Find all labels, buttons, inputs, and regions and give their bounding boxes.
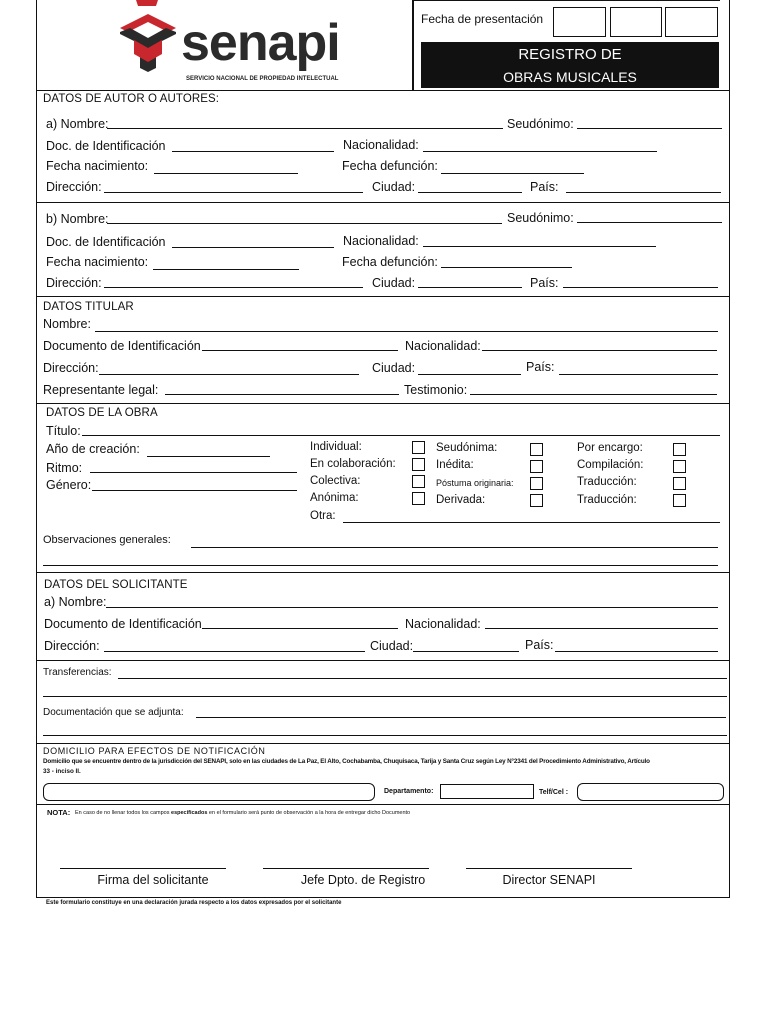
compilacion-label: Compilación: — [577, 459, 644, 471]
autor-b-nacionalidad-field[interactable] — [423, 246, 656, 247]
titular-nacionalidad-field[interactable] — [482, 350, 717, 351]
obra-ritmo-field[interactable] — [90, 472, 297, 473]
titular-doc-field[interactable] — [202, 350, 398, 351]
date-day-box[interactable] — [553, 7, 606, 37]
solicitante-doc-label: Documento de Identificación — [44, 617, 202, 631]
titular-nombre-label: Nombre: — [43, 317, 91, 331]
autor-a-pais-field[interactable] — [566, 192, 721, 193]
autor-b-fecha-def-field[interactable] — [441, 267, 572, 268]
autor-b-doc-field[interactable] — [172, 247, 334, 248]
titular-representante-field[interactable] — [165, 394, 399, 395]
autores-heading: DATOS DE AUTOR O AUTORES: — [43, 93, 220, 105]
autor-b-direccion-field[interactable] — [104, 287, 363, 288]
nota-text-b: especificados — [171, 810, 208, 816]
solicitante-nombre-field[interactable] — [106, 607, 718, 608]
compilacion-checkbox[interactable] — [673, 460, 686, 473]
autor-b-doc-label: Doc. de Identificación — [46, 235, 166, 249]
individual-label: Individual: — [310, 441, 362, 453]
autor-b-direccion-label: Dirección: — [46, 276, 102, 290]
autor-b-nombre-label: b) Nombre: — [46, 212, 109, 226]
anonima-label: Anónima: — [310, 492, 359, 504]
inedita-checkbox[interactable] — [530, 460, 543, 473]
domicilio-text-2: 33 - inciso II. — [43, 768, 81, 775]
title-line1: REGISTRO DE — [518, 46, 622, 63]
divider — [36, 296, 730, 297]
autor-b-ciudad-label: Ciudad: — [372, 276, 416, 290]
titular-doc-label: Documento de Identificación — [43, 339, 201, 353]
colaboracion-checkbox[interactable] — [412, 458, 425, 471]
divider — [36, 743, 730, 744]
autor-a-pais-label: País: — [530, 180, 559, 194]
nota-text-c: en el formulario será punto de observación a la hora de entregar dicho Documento — [207, 810, 411, 816]
inedita-label: Inédita: — [436, 459, 474, 471]
postuma-label: Póstuma originaria: — [436, 478, 514, 488]
firma-director-label: Director SENAPI — [502, 873, 596, 887]
anonima-checkbox[interactable] — [412, 492, 425, 505]
logo-wordmark: senapi — [181, 14, 340, 72]
autor-a-doc-label: Doc. de Identificación — [46, 139, 166, 153]
autor-a-fecha-def-field[interactable] — [441, 173, 584, 174]
title-line2: OBRAS MUSICALES — [503, 69, 637, 85]
solicitante-heading: DATOS DEL SOLICITANTE — [44, 579, 188, 591]
divider — [36, 572, 730, 573]
transferencias-label: Transferencias: — [43, 667, 112, 678]
date-month-box[interactable] — [610, 7, 662, 37]
titular-direccion-label: Dirección: — [43, 361, 99, 375]
header-divider — [412, 0, 414, 90]
solicitante-ciudad-field[interactable] — [413, 651, 519, 652]
por-encargo-label: Por encargo: — [577, 442, 643, 454]
obra-anio-label: Año de creación: — [46, 442, 140, 456]
colectiva-checkbox[interactable] — [412, 475, 425, 488]
divider — [36, 804, 730, 805]
obra-titulo-label: Título: — [46, 424, 81, 438]
titular-nacionalidad-label: Nacionalidad: — [405, 339, 481, 353]
domicilio-heading: DOMICILIO PARA EFECTOS DE NOTIFICACIÓN — [43, 746, 266, 756]
firma-solicitante-line[interactable] — [60, 868, 226, 869]
solicitante-nacionalidad-field[interactable] — [485, 628, 718, 629]
autor-a-nombre-field[interactable] — [107, 128, 503, 129]
departamento-input[interactable] — [440, 784, 534, 799]
derivada-checkbox[interactable] — [530, 494, 543, 507]
traduccion-2-label: Traducción: — [577, 494, 637, 506]
solicitante-pais-label: País: — [525, 638, 554, 652]
seudonima-label: Seudónima: — [436, 442, 498, 454]
documentacion-field-2[interactable] — [43, 735, 727, 736]
firma-director-line[interactable] — [466, 868, 632, 869]
obra-heading: DATOS DE LA OBRA — [46, 407, 158, 419]
autor-a-doc-field[interactable] — [172, 151, 334, 152]
autor-b-ciudad-field[interactable] — [418, 287, 522, 288]
divider — [36, 403, 730, 404]
titular-pais-field[interactable] — [559, 374, 718, 375]
solicitante-nombre-label: a) Nombre: — [44, 595, 107, 609]
autor-a-fecha-nac-field[interactable] — [154, 173, 298, 174]
obra-titulo-field[interactable] — [82, 435, 720, 436]
firma-jefe-line[interactable] — [263, 868, 429, 869]
titular-direccion-field[interactable] — [99, 374, 359, 375]
autor-a-seudonimo-field[interactable] — [577, 128, 722, 129]
derivada-label: Derivada: — [436, 494, 486, 506]
nota-label: NOTA: — [47, 808, 71, 817]
autor-b-fecha-def-label: Fecha defunción: — [342, 255, 438, 269]
documentacion-field-1[interactable] — [196, 717, 726, 718]
obra-anio-field[interactable] — [147, 456, 270, 457]
titular-heading: DATOS TITULAR — [43, 301, 134, 313]
colaboracion-label: En colaboración: — [310, 458, 396, 470]
autor-a-ciudad-field[interactable] — [418, 192, 522, 193]
solicitante-nacionalidad-label: Nacionalidad: — [405, 617, 481, 631]
date-year-box[interactable] — [665, 7, 718, 37]
traduccion-2-checkbox[interactable] — [673, 494, 686, 507]
autor-a-ciudad-label: Ciudad: — [372, 180, 416, 194]
postuma-checkbox[interactable] — [530, 477, 543, 490]
solicitante-direccion-label: Dirección: — [44, 639, 100, 653]
firma-solicitante-label: Firma del solicitante — [97, 873, 209, 887]
solicitante-direccion-field[interactable] — [104, 651, 365, 652]
footer-declaration: Este formulario constituye en una declaración jurada respecto a los datos expresados por el solicitante — [46, 900, 342, 906]
autor-a-fecha-nac-label: Fecha nacimiento: — [46, 159, 149, 173]
observaciones-field-1[interactable] — [191, 547, 718, 548]
domicilio-text: Domicilio que se encuentre dentro de la jurisdicción del SENAPI, solo en las ciudades de La Paz, El Alto, Cochabamba, Chuquisaca, Tarija y Santa Cruz según Ley N°2341 del Procedimiento Administrativo, Artículo — [43, 758, 650, 765]
autor-a-nombre-label: a) Nombre: — [46, 117, 109, 131]
autor-b-pais-label: País: — [530, 276, 559, 290]
departamento-label: Departamento: — [384, 788, 434, 795]
traduccion-label: Traducción: — [577, 476, 637, 488]
individual-checkbox[interactable] — [412, 441, 425, 454]
divider — [36, 202, 730, 203]
autor-b-fecha-nac-label: Fecha nacimiento: — [46, 255, 149, 269]
solicitante-ciudad-label: Ciudad: — [370, 639, 414, 653]
domicilio-input[interactable] — [43, 783, 375, 801]
observaciones-label: Observaciones generales: — [43, 534, 171, 546]
autor-b-seudonimo-label: Seudónimo: — [507, 211, 574, 225]
top-cells — [414, 0, 720, 4]
por-encargo-checkbox[interactable] — [673, 443, 686, 456]
obra-genero-field[interactable] — [92, 490, 297, 491]
autor-b-seudonimo-field[interactable] — [577, 222, 722, 223]
telf-label: Telf/Cel : — [539, 789, 569, 796]
nota-text — [75, 810, 410, 816]
titular-testimonio-field[interactable] — [470, 394, 717, 395]
divider — [36, 660, 730, 661]
autor-a-direccion-label: Dirección: — [46, 180, 102, 194]
transferencias-field-2[interactable] — [43, 696, 727, 697]
titular-ciudad-label: Ciudad: — [372, 361, 416, 375]
autor-b-nombre-field[interactable] — [107, 223, 502, 224]
fecha-presentacion-label: Fecha de presentación — [421, 12, 544, 26]
autor-b-nacionalidad-label: Nacionalidad: — [343, 234, 419, 248]
titular-nombre-field[interactable] — [95, 331, 718, 332]
firma-jefe-label: Jefe Dpto. de Registro — [300, 873, 426, 887]
titular-representante-label: Representante legal: — [43, 383, 159, 397]
nota-text-a: En caso de no llenar todos los campos — [75, 810, 172, 816]
titular-testimonio-label: Testimonio: — [404, 383, 468, 397]
frame-edge — [728, 572, 730, 898]
autor-a-fecha-def-label: Fecha defunción: — [342, 159, 438, 173]
solicitante-doc-field[interactable] — [202, 628, 398, 629]
otra-field[interactable] — [343, 522, 720, 523]
autor-a-seudonimo-label: Seudónimo: — [507, 117, 574, 131]
titular-pais-label: País: — [526, 360, 555, 374]
autor-b-pais-field[interactable] — [563, 287, 718, 288]
autor-a-nacionalidad-label: Nacionalidad: — [343, 138, 419, 152]
titular-ciudad-field[interactable] — [418, 374, 521, 375]
obra-genero-label: Género: — [46, 478, 92, 492]
divider — [36, 90, 730, 91]
telf-input[interactable] — [577, 783, 724, 801]
seudonima-checkbox[interactable] — [530, 443, 543, 456]
traduccion-checkbox[interactable] — [673, 477, 686, 490]
otra-label: Otra: — [310, 510, 336, 522]
autor-a-direccion-field[interactable] — [104, 192, 363, 193]
logo-subtitle: SERVICIO NACIONAL DE PROPIEDAD INTELECTUAL — [186, 76, 339, 82]
transferencias-field-1[interactable] — [118, 678, 727, 679]
observaciones-field-2[interactable] — [43, 565, 718, 566]
colectiva-label: Colectiva: — [310, 475, 361, 487]
obra-ritmo-label: Ritmo: — [46, 461, 83, 475]
autor-b-fecha-nac-field[interactable] — [153, 269, 299, 270]
title-banner — [421, 42, 719, 88]
solicitante-pais-field[interactable] — [555, 651, 718, 652]
autor-a-nacionalidad-field[interactable] — [423, 151, 657, 152]
documentacion-label: Documentación que se adjunta: — [43, 707, 184, 718]
